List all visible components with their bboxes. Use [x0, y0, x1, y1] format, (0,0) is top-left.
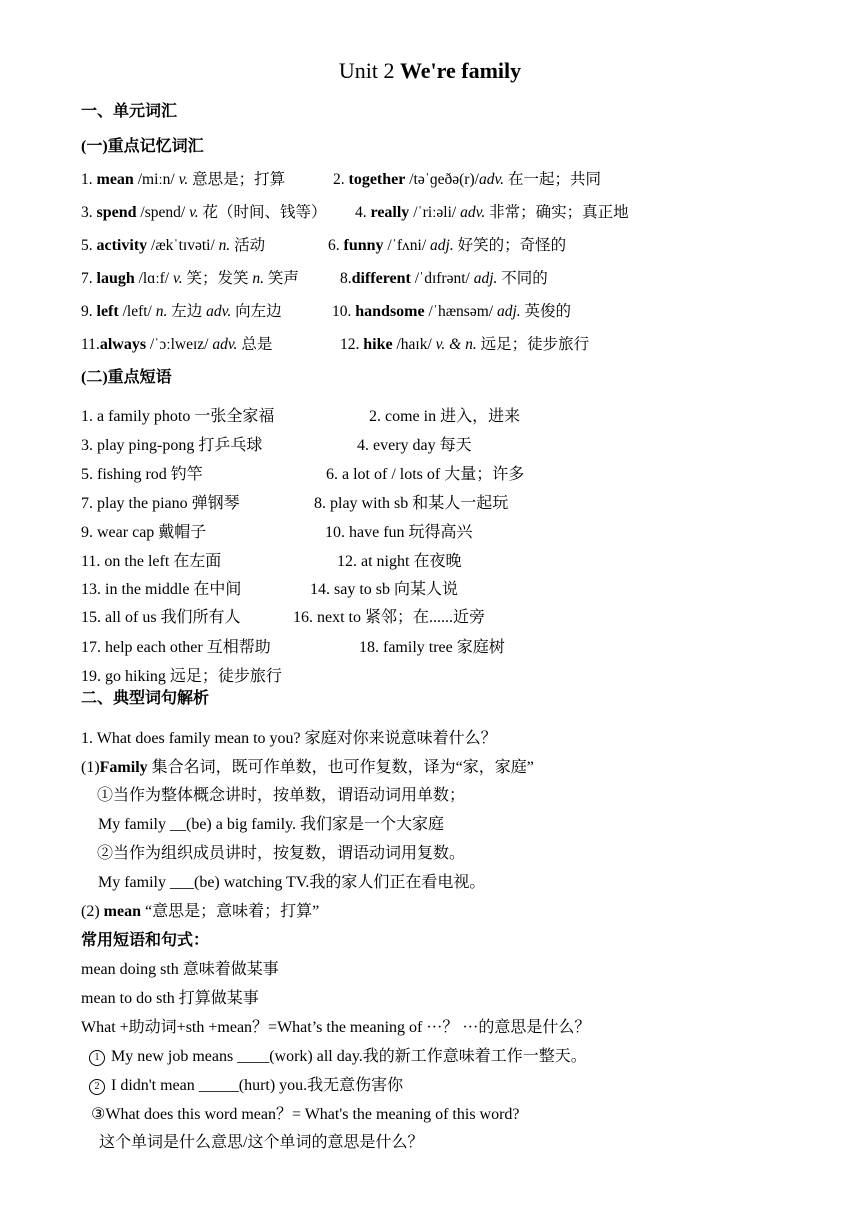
example-3: ③What does this word mean？= What's the meaning of this word?: [91, 1106, 520, 1123]
vocab-number: 11.: [81, 336, 100, 353]
circled-number-1: 1: [89, 1050, 105, 1066]
page-title: Unit 2 We're family: [338, 58, 522, 83]
vocab-phonetic: /ækˈtɪvəti/: [147, 237, 219, 254]
example-2: 2 I didn't mean _____(hurt) you.我无意伤害你: [89, 1072, 403, 1095]
vocab-definition: 不同的: [497, 270, 548, 287]
phrase-item: 5. fishing rod 钓竿: [81, 466, 203, 483]
phrase-item: 2. come in 进入，进来: [369, 408, 521, 425]
vocab-word: spend: [96, 204, 137, 221]
vocab-part-of-speech: adv.: [460, 204, 486, 221]
vocab-word: handsome: [355, 303, 425, 320]
subsection-heading-key-words: (一)重点记忆词汇: [81, 138, 204, 155]
analysis-point-family: (1)Family 集合名词，既可作单数，也可作复数，译为“家，家庭”: [81, 759, 534, 776]
phrase-item: 3. play ping-pong 打乒乓球: [81, 437, 263, 454]
phrase-item: 7. play the piano 弹钢琴: [81, 495, 240, 512]
phrase-item: 9. wear cap 戴帽子: [81, 524, 207, 541]
vocab-phonetic: /ˈfʌni/: [383, 237, 431, 254]
vocab-item: [333, 167, 601, 189]
common-phrase-1: mean doing sth 意味着做某事: [81, 961, 279, 978]
vocab-definition: 英俊的: [520, 303, 572, 320]
common-phrase-2: mean to do sth 打算做某事: [81, 990, 259, 1007]
vocab-part-of-speech: adv.: [206, 303, 232, 320]
vocab-phonetic: /ˈdɪfrənt/: [410, 270, 474, 287]
vocab-definition: 远足；徒步旅行: [476, 336, 590, 353]
vocab-item: [340, 266, 548, 288]
vocab-part-of-speech: adv.: [478, 171, 505, 188]
vocab-word: left: [96, 303, 119, 320]
vocab-part-of-speech: v. & n.: [435, 336, 477, 353]
vocab-part-of-speech: adv.: [212, 336, 238, 353]
vocab-item: [81, 167, 285, 189]
vocab-phonetic: /təˈɡeðə(r)/: [405, 171, 479, 188]
vocab-definition: 笑；发笑: [182, 270, 253, 287]
vocab-word: hike: [363, 336, 393, 353]
vocab-number: 10.: [332, 303, 356, 320]
vocab-item: [81, 266, 299, 288]
phrase-item: 4. every day 每天: [357, 437, 472, 454]
vocab-word: laugh: [96, 270, 135, 287]
vocab-part-of-speech: v.: [173, 270, 183, 287]
vocab-part-of-speech: n.: [155, 303, 168, 320]
phrase-item: 6. a lot of / lots of 大量；许多: [326, 466, 525, 483]
vocab-number: 7.: [81, 270, 97, 287]
vocab-phonetic: /left/: [118, 303, 156, 320]
subsection-heading-key-phrases: (二)重点短语: [81, 369, 172, 386]
vocab-word: activity: [96, 237, 148, 254]
vocab-phonetic: /ˈhænsəm/: [424, 303, 497, 320]
phrase-item: 15. all of us 我们所有人: [81, 609, 241, 626]
phrase-row: [81, 548, 462, 571]
vocab-part-of-speech: adj.: [430, 237, 454, 254]
phrase-row: [81, 519, 473, 542]
section-heading-analysis: 二、典型词句解析: [81, 690, 210, 707]
phrase-item: 16. next to 紧邻；在......近旁: [293, 609, 485, 626]
phrase-item: 17. help each other 互相帮助: [81, 639, 271, 656]
vocab-number: 2.: [333, 171, 349, 188]
vocab-word: funny: [343, 237, 384, 254]
example-3-translation: 这个单词是什么意思/这个单词的意思是什么？: [99, 1134, 424, 1151]
vocab-definition: 笑声: [264, 270, 299, 287]
vocab-word: mean: [96, 171, 134, 188]
phrase-item: 10. have fun 玩得高兴: [325, 524, 473, 541]
vocab-number: 3.: [81, 204, 97, 221]
vocab-number: 6.: [328, 237, 344, 254]
vocab-number: 4.: [355, 204, 371, 221]
phrase-row: [81, 461, 525, 484]
vocab-phonetic: /haɪk/: [392, 336, 436, 353]
vocab-phonetic: /miːn/: [133, 171, 179, 188]
vocab-phonetic: /ˈriːəli/: [409, 204, 461, 221]
vocab-item: [328, 233, 566, 255]
vocab-item: [340, 332, 589, 354]
common-phrase-3: What +助动词+sth +mean？=What’s the meaning of ···？ ···的意思是什么？: [81, 1019, 591, 1036]
phrase-item: 8. play with sb 和某人一起玩: [314, 495, 509, 512]
phrase-row: [81, 432, 472, 455]
example-singular: My family __(be) a big family. 我们家是一个大家庭: [98, 816, 445, 833]
vocab-phonetic: /ˈɔːlweɪz/: [146, 336, 213, 353]
vocab-word: really: [370, 204, 410, 221]
vocab-item: [81, 200, 327, 222]
vocab-word: different: [351, 270, 411, 287]
vocab-number: 9.: [81, 303, 97, 320]
vocab-number: 1.: [81, 171, 97, 188]
vocab-definition: 在一起；共同: [504, 171, 601, 188]
vocab-definition: 左边: [167, 303, 207, 320]
vocab-definition: 总是: [237, 336, 273, 353]
phrase-row: [81, 490, 509, 513]
vocab-phonetic: /lɑːf/: [134, 270, 173, 287]
phrase-item: 19. go hiking 远足；徒步旅行: [81, 668, 282, 685]
phrase-item: 12. at night 在夜晚: [337, 553, 462, 570]
circled-number-2: 2: [89, 1079, 105, 1095]
phrase-row: [81, 403, 521, 426]
phrase-row: [81, 634, 505, 657]
phrase-row: [81, 604, 485, 627]
phrase-item: 18. family tree 家庭树: [359, 639, 505, 656]
section-heading-vocabulary: 一、单元词汇: [81, 103, 178, 120]
analysis-point-mean: (2) mean “意思是；意味着；打算”: [81, 903, 320, 920]
vocab-item: [81, 299, 282, 321]
vocab-part-of-speech: adj.: [473, 270, 498, 287]
vocab-definition: 活动: [230, 237, 266, 254]
vocab-word: always: [99, 336, 147, 353]
rule-plural: ②当作为组织成员讲时，按复数，谓语动词用复数。: [97, 845, 466, 862]
phrase-item: 13. in the middle 在中间: [81, 581, 242, 598]
vocab-item: [332, 299, 571, 321]
vocab-definition: 好笑的；奇怪的: [453, 237, 567, 254]
rule-singular: ①当作为整体概念讲时，按单数，谓语动词用单数；: [97, 787, 466, 804]
vocab-part-of-speech: adj.: [496, 303, 521, 320]
vocab-part-of-speech: v.: [178, 171, 189, 188]
vocab-part-of-speech: n.: [252, 270, 264, 287]
phrase-item: 14. say to sb 向某人说: [310, 581, 459, 598]
vocab-item: [355, 200, 629, 222]
vocab-definition: 意思是；打算: [188, 171, 286, 188]
phrase-row: [81, 663, 282, 686]
vocab-definition: 花（时间、钱等）: [198, 204, 327, 221]
vocab-number: 5.: [81, 237, 97, 254]
vocab-number: 12.: [340, 336, 364, 353]
phrase-item: 11. on the left 在左面: [81, 553, 222, 570]
vocab-definition: 非常；确实；真正地: [485, 204, 629, 221]
example-1: 1 My new job means ____(work) all day.我的新工作意味着工作一整天。: [89, 1043, 587, 1066]
vocab-phonetic: /spend/: [136, 204, 190, 221]
vocab-word: together: [348, 171, 406, 188]
phrase-row: [81, 576, 459, 599]
vocab-number: 8.: [340, 270, 352, 287]
phrase-item: 1. a family photo 一张全家福: [81, 408, 275, 425]
vocab-item: [81, 233, 265, 255]
vocab-item: [81, 332, 272, 354]
vocab-part-of-speech: v.: [189, 204, 199, 221]
example-plural: My family ___(be) watching TV.我的家人们正在看电视。: [98, 874, 486, 891]
vocab-definition: 向左边: [231, 303, 282, 320]
vocab-part-of-speech: n.: [218, 237, 231, 254]
analysis-question-1: 1. What does family mean to you? 家庭对你来说意味着什么？: [81, 730, 497, 747]
common-phrases-heading: 常用短语和句式：: [81, 932, 210, 949]
